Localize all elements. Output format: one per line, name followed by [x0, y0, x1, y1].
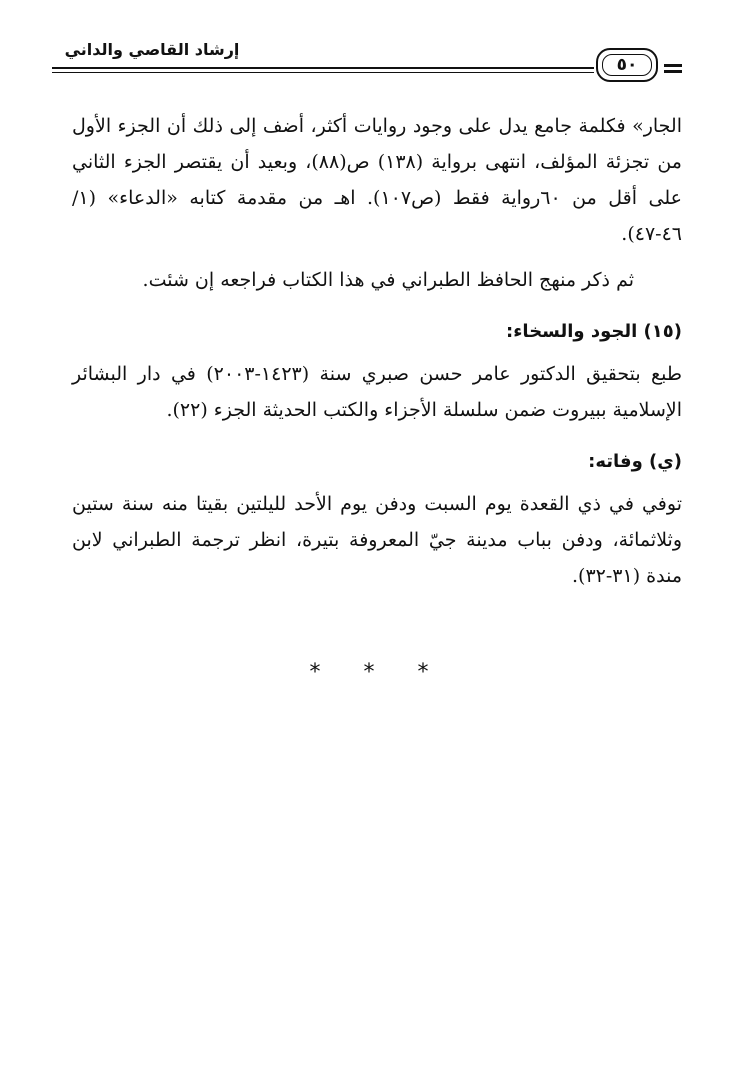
header-ornament — [664, 64, 682, 76]
section-heading-15: (١٥) الجود والسخاء: — [506, 321, 682, 342]
header-rule — [52, 67, 594, 69]
section-heading-death: (ي) وفاته: — [588, 451, 682, 472]
header-rule-thin — [52, 72, 594, 73]
section-separator: * * * — [309, 660, 447, 685]
paragraph-method: ثم ذكر منهج الحافظ الطبراني في هذا الكتاب فراجعه إن شئت. — [142, 269, 634, 291]
page-body — [72, 108, 682, 594]
paragraph-death: توفي في ذي القعدة يوم السبت ودفن يوم الأحد لليلتين بقيتا منه سنة ستين وثلاثمائة، ودفن بباب مدينة جيّ المعروفة بتيرة، انظر ترجمة الطبراني لابن مندة (٣١-٣٢). — [72, 493, 682, 587]
paragraph-publication: طبع بتحقيق الدكتور عامر حسن صبري سنة (١٤٢٣-٢٠٠٣) في دار البشائر الإسلامية ببيروت ضمن سلسلة الأجزاء والكتب الحديثة الجزء (٢٢). — [72, 363, 682, 421]
page-number-badge — [596, 48, 658, 82]
page-number: ٥٠ — [616, 55, 638, 75]
running-header-title: إرشاد القاصي والداني — [64, 40, 240, 59]
paragraph-continuation: الجار» فكلمة جامع يدل على وجود روايات أكثر، أضف إلى ذلك أن الجزء الأول من تجزئة المؤلف، انتهى برواية (١٣٨) ص(٨٨)، وبعيد أن يقتصر الجزء الثاني على أقل من ٦٠رواية فقط (ص١٠٧). اهـ من مقدمة كتابه «الدعاء» (١/ ٤٦-٤٧). — [72, 115, 682, 245]
